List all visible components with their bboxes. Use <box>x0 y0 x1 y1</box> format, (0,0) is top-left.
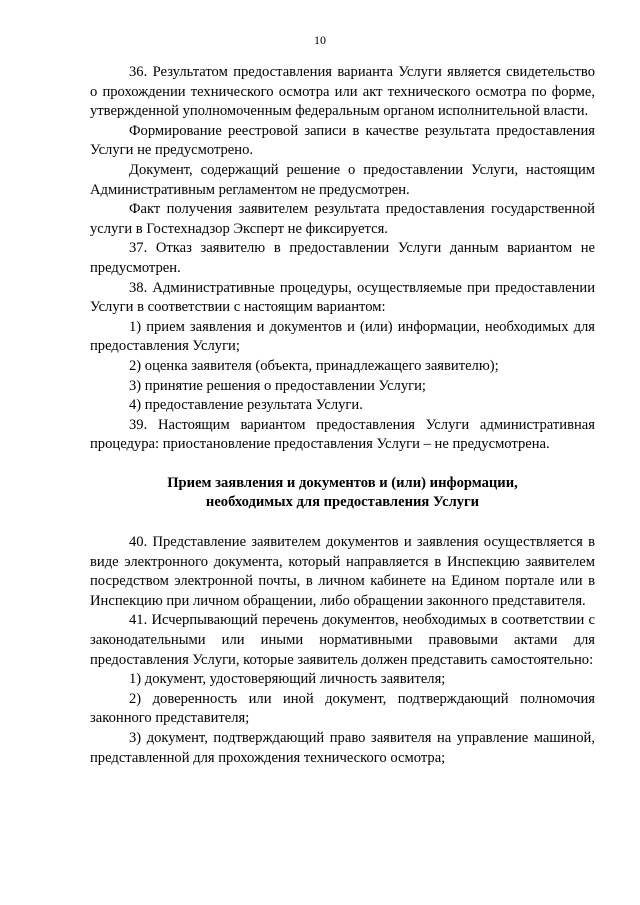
paragraph-result-fact: Факт получения заявителем результата предоставления государственной услуги в Гостехнадзор Эксперт не фиксируется. <box>90 201 595 237</box>
list-item-document-2: 2) доверенность или иной документ, подтверждающий полномочия законного представителя; <box>90 690 595 727</box>
section-heading <box>90 474 595 513</box>
paragraph-37: 37. Отказ заявителю в предоставлении Услуги данным вариантом не предусмотрен. <box>90 240 595 276</box>
list-item-document-1: 1) документ, удостоверяющий личность заявителя; <box>129 671 446 688</box>
list-item-procedure-2: 2) оценка заявителя (объекта, принадлежащего заявителю); <box>129 357 499 374</box>
paragraph-40: 40. Представление заявителем документов и заявления осуществляется в виде электронного документа, который направляется в Инспекцию заявителем посредством электронной почты, в личном кабинете на Едином портале или в Инспекцию при личном обращении, либо обращении законного представителя. <box>90 534 595 609</box>
list-item-procedure-1: 1) прием заявления и документов и (или) информации, необходимых для предоставления Услуги; <box>90 318 595 355</box>
paragraph-registry-record: Формирование реестровой записи в качестве результата предоставления Услуги не предусмотрено. <box>90 122 595 159</box>
list-item-procedure-3: 3) принятие решения о предоставлении Услуги; <box>129 377 426 394</box>
section-heading-line-2: необходимых для предоставления Услуги <box>205 494 480 511</box>
paragraph-39: 39. Настоящим вариантом предоставления Услуги административная процедура: приостановление предоставления Услуги – не предусмотрена. <box>90 416 595 453</box>
page-number: 10 <box>314 33 326 47</box>
paragraph-41: 41. Исчерпывающий перечень документов, необходимых в соответствии с законодательными или иными нормативными правовыми актами для предоставления Услуги, которые заявитель должен представить самостоятельно: <box>90 612 595 668</box>
paragraph-decision-document: Документ, содержащий решение о предоставлении Услуги, настоящим Административным регламентом не предусмотрен. <box>90 161 595 198</box>
document-body <box>90 63 595 768</box>
list-item-procedure-4: 4) предоставление результата Услуги. <box>129 397 363 414</box>
section-heading-line-1: Прием заявления и документов и (или) информации, <box>167 474 518 491</box>
paragraph-38: 38. Административные процедуры, осуществляемые при предоставлении Услуги в соответствии с настоящим вариантом: <box>90 279 595 316</box>
paragraph-36: 36. Результатом предоставления варианта Услуги является свидетельство о прохождении технического осмотра или акт технического осмотра по форме, утвержденной уполномоченным федеральным органом исполнительной власти. <box>90 64 595 120</box>
list-item-document-3: 3) документ, подтверждающий право заявителя на управление машиной, представленной для прохождения технического осмотра; <box>90 730 595 766</box>
